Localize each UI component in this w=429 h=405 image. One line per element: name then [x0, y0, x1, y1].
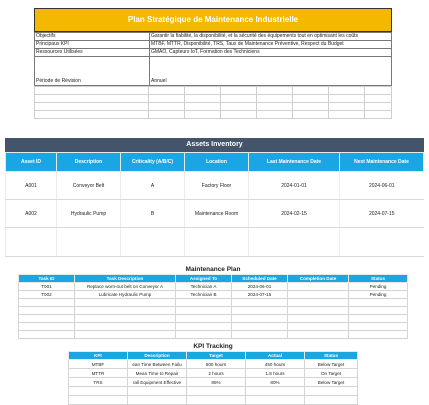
empty-cell[interactable]	[257, 111, 293, 119]
table-row	[6, 228, 424, 257]
table-row	[69, 378, 358, 387]
table-cell[interactable]: MTBF	[69, 360, 128, 369]
table-cell[interactable]: T001	[19, 283, 75, 291]
table-row	[6, 172, 424, 200]
empty-cell[interactable]	[293, 103, 329, 111]
table-cell[interactable]: 85%	[187, 378, 246, 387]
table-cell[interactable]: Conveyor Belt	[57, 172, 121, 200]
maintenance-header[interactable]: Status	[349, 275, 408, 283]
empty-cell[interactable]	[329, 95, 365, 103]
assets-title: Assets Inventory	[5, 138, 424, 152]
kpi-header[interactable]: Target	[187, 352, 246, 360]
table-cell[interactable]: Mean Time to Repair	[128, 369, 187, 378]
maintenance-section	[18, 265, 408, 339]
empty-cell[interactable]	[249, 228, 340, 257]
empty-cell[interactable]	[149, 103, 185, 111]
kpi-section	[68, 342, 358, 405]
empty-cell[interactable]	[35, 103, 149, 111]
empty-cell[interactable]	[221, 103, 257, 111]
empty-cell[interactable]	[246, 387, 305, 396]
empty-cell[interactable]	[69, 387, 128, 396]
kpi-title: KPI Tracking	[193, 343, 233, 350]
table-cell[interactable]: A	[121, 172, 185, 200]
kpi-header[interactable]: Actual	[246, 352, 305, 360]
table-row	[69, 369, 358, 378]
empty-cell[interactable]	[221, 111, 257, 119]
maintenance-header[interactable]: Assigned To	[176, 275, 232, 283]
maintenance-header[interactable]: Scheduled Date	[232, 275, 288, 283]
empty-cell[interactable]	[293, 111, 329, 119]
plan-empty-grid	[34, 86, 392, 119]
table-cell[interactable]: T002	[19, 291, 75, 299]
empty-cell[interactable]	[232, 315, 288, 323]
empty-cell[interactable]	[288, 315, 349, 323]
empty-cell[interactable]	[185, 103, 221, 111]
plan-label[interactable]: Période de Révision	[35, 57, 150, 86]
empty-cell[interactable]	[176, 307, 232, 315]
empty-cell[interactable]	[128, 396, 187, 405]
empty-cell[interactable]	[246, 396, 305, 405]
maintenance-header-row	[19, 275, 408, 283]
empty-cell[interactable]	[75, 331, 176, 339]
empty-cell[interactable]	[257, 103, 293, 111]
empty-cell[interactable]	[19, 315, 75, 323]
empty-cell[interactable]	[19, 331, 75, 339]
empty-cell[interactable]	[305, 396, 358, 405]
empty-cell[interactable]	[57, 228, 121, 257]
table-cell[interactable]: Hydraulic Pump	[57, 200, 121, 228]
empty-cell[interactable]	[257, 87, 293, 95]
empty-cell[interactable]	[35, 111, 149, 119]
table-cell[interactable]: 500 hours	[187, 360, 246, 369]
plan-row	[35, 49, 392, 57]
empty-cell[interactable]	[365, 95, 392, 103]
table-cell[interactable]: 2024-07-15	[232, 291, 288, 299]
table-cell[interactable]: TRS	[69, 378, 128, 387]
empty-cell[interactable]	[288, 323, 349, 331]
plan-title: Plan Stratégique de Maintenance Industrielle	[34, 8, 392, 32]
empty-cell[interactable]	[176, 331, 232, 339]
empty-cell[interactable]	[35, 87, 149, 95]
empty-cell[interactable]	[365, 87, 392, 95]
empty-cell[interactable]	[185, 87, 221, 95]
table-cell[interactable]: Factory Floor	[185, 172, 249, 200]
empty-cell[interactable]	[288, 331, 349, 339]
table-cell[interactable]: Maintenance Room	[185, 200, 249, 228]
empty-cell[interactable]	[349, 307, 408, 315]
plan-row	[35, 33, 392, 41]
table-cell[interactable]: Below Target	[305, 378, 358, 387]
plan-label[interactable]: Objectifs	[35, 33, 150, 41]
table-cell[interactable]: Below Target	[305, 360, 358, 369]
assets-table	[5, 152, 424, 257]
kpi-table	[68, 351, 358, 405]
maintenance-header[interactable]: Completion Date	[288, 275, 349, 283]
empty-cell[interactable]	[75, 315, 176, 323]
empty-cell[interactable]	[187, 387, 246, 396]
assets-header-row	[6, 153, 424, 172]
table-cell[interactable]: MTTR	[69, 369, 128, 378]
table-cell[interactable]: A001	[6, 172, 57, 200]
table-cell[interactable]: 2024-06-01	[232, 283, 288, 291]
empty-cell[interactable]	[365, 111, 392, 119]
empty-cell[interactable]	[185, 95, 221, 103]
table-cell[interactable]: 2 hours	[187, 369, 246, 378]
empty-cell[interactable]	[75, 307, 176, 315]
plan-row	[35, 41, 392, 49]
empty-cell[interactable]	[288, 307, 349, 315]
plan-label[interactable]: Principaux KPI	[35, 41, 150, 49]
maintenance-header[interactable]: Task ID	[19, 275, 75, 283]
table-cell[interactable]: 450 hours	[246, 360, 305, 369]
empty-cell[interactable]	[19, 307, 75, 315]
empty-cell[interactable]	[349, 331, 408, 339]
empty-cell[interactable]	[232, 299, 288, 307]
empty-cell[interactable]	[176, 315, 232, 323]
table-cell[interactable]: 2024-01-01	[249, 172, 340, 200]
empty-cell[interactable]	[232, 331, 288, 339]
plan-value[interactable]: Annuel	[150, 57, 392, 86]
table-cell[interactable]: 2024-02-15	[249, 200, 340, 228]
empty-cell[interactable]	[187, 396, 246, 405]
table-row	[69, 360, 358, 369]
plan-value[interactable]: MTBF, MTTR, Disponibilité, TRS, Taux de Maintenance Préventive, Respect du Budget	[150, 41, 392, 49]
assets-header[interactable]: Location	[185, 153, 249, 172]
table-row	[19, 299, 408, 307]
plan-label[interactable]: Ressources Utilisées	[35, 49, 150, 57]
assets-header[interactable]: Description	[57, 153, 121, 172]
table-cell[interactable]: rall Equipment Effective	[128, 378, 187, 387]
empty-cell[interactable]	[121, 228, 185, 257]
maintenance-table	[18, 274, 408, 339]
table-row	[69, 387, 358, 396]
empty-cell[interactable]	[329, 87, 365, 95]
table-cell[interactable]: Lubricate Hydraulic Pump	[75, 291, 176, 299]
table-cell[interactable]: On Target	[305, 369, 358, 378]
plan-table	[34, 32, 392, 86]
empty-cell[interactable]	[19, 299, 75, 307]
empty-cell[interactable]	[35, 95, 149, 103]
plan-value[interactable]: Garantir la fiabilité, la disponibilité, et la sécurité des équipements tout en optimisant les coûts	[150, 33, 392, 41]
empty-cell[interactable]	[340, 228, 424, 257]
table-row	[6, 200, 424, 228]
empty-cell[interactable]	[149, 95, 185, 103]
table-row	[69, 396, 358, 405]
table-row	[19, 291, 408, 299]
empty-cell[interactable]	[293, 87, 329, 95]
kpi-header[interactable]: Status	[305, 352, 358, 360]
kpi-header-row	[69, 352, 358, 360]
empty-cell[interactable]	[75, 299, 176, 307]
table-cell[interactable]: B	[121, 200, 185, 228]
empty-cell[interactable]	[329, 111, 365, 119]
table-cell[interactable]	[288, 283, 349, 291]
empty-cell[interactable]	[69, 396, 128, 405]
empty-cell[interactable]	[232, 323, 288, 331]
empty-cell[interactable]	[176, 299, 232, 307]
assets-header[interactable]: Last Maintenance Date	[249, 153, 340, 172]
table-row	[19, 283, 408, 291]
table-cell[interactable]: Pending	[349, 283, 408, 291]
table-cell[interactable]: Technician A	[176, 283, 232, 291]
empty-cell[interactable]	[221, 95, 257, 103]
empty-cell[interactable]	[75, 323, 176, 331]
table-cell[interactable]: Pending	[349, 291, 408, 299]
maintenance-title: Maintenance Plan	[185, 266, 241, 273]
empty-cell[interactable]	[128, 387, 187, 396]
plan-row	[35, 57, 392, 86]
table-cell[interactable]: 2024-06-01	[340, 172, 424, 200]
table-cell[interactable]: ean Time Between Failu	[128, 360, 187, 369]
empty-cell[interactable]	[176, 323, 232, 331]
table-cell[interactable]: A002	[6, 200, 57, 228]
empty-cell[interactable]	[19, 323, 75, 331]
empty-cell[interactable]	[257, 95, 293, 103]
maintenance-header[interactable]: Task Description	[75, 275, 176, 283]
kpi-header[interactable]: Description	[128, 352, 187, 360]
assets-header[interactable]: Criticality (A/B/C)	[121, 153, 185, 172]
empty-cell[interactable]	[349, 299, 408, 307]
table-row	[19, 331, 408, 339]
empty-cell[interactable]	[6, 228, 57, 257]
empty-cell[interactable]	[149, 111, 185, 119]
plan-value[interactable]: GMAO, Capteurs IoT, Formation des Techniciens	[150, 49, 392, 57]
empty-cell[interactable]	[365, 103, 392, 111]
empty-cell[interactable]	[305, 387, 358, 396]
table-row	[19, 307, 408, 315]
empty-cell[interactable]	[149, 87, 185, 95]
kpi-header[interactable]: KPI	[69, 352, 128, 360]
empty-cell[interactable]	[185, 228, 249, 257]
assets-section	[5, 138, 424, 257]
assets-header[interactable]: Next Maintenance Date	[340, 153, 424, 172]
empty-cell[interactable]	[329, 103, 365, 111]
empty-cell[interactable]	[288, 299, 349, 307]
empty-cell[interactable]	[232, 307, 288, 315]
table-cell[interactable]: Technician B	[176, 291, 232, 299]
table-row	[19, 315, 408, 323]
empty-cell[interactable]	[293, 95, 329, 103]
table-cell[interactable]: Replace worn-out belt on Conveyor A	[75, 283, 176, 291]
empty-cell[interactable]	[185, 111, 221, 119]
table-row	[19, 323, 408, 331]
table-cell[interactable]: 1.8 hours	[246, 369, 305, 378]
table-cell[interactable]: 2024-07-15	[340, 200, 424, 228]
empty-cell[interactable]	[349, 315, 408, 323]
table-cell[interactable]: 80%	[246, 378, 305, 387]
empty-cell[interactable]	[221, 87, 257, 95]
table-cell[interactable]	[288, 291, 349, 299]
plan-section	[34, 8, 392, 119]
empty-cell[interactable]	[349, 323, 408, 331]
assets-header[interactable]: Asset ID	[6, 153, 57, 172]
